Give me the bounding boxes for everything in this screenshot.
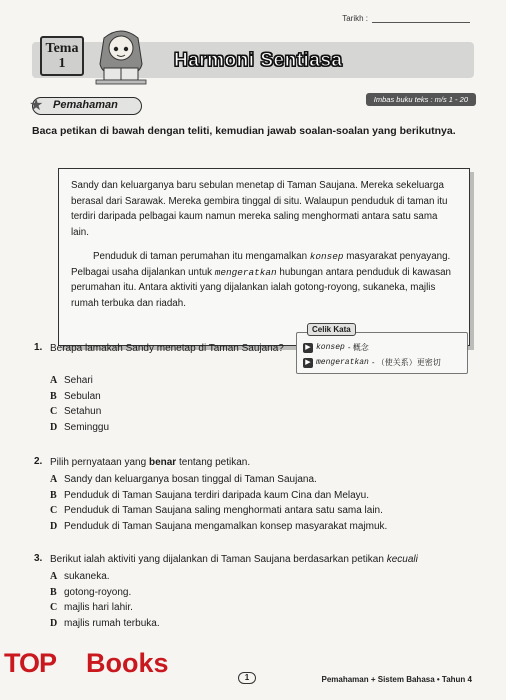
answer-option[interactable] [50, 519, 387, 535]
vocabulary-box [296, 325, 468, 374]
theme-number: 1 [58, 56, 66, 71]
option-text: Setahun [64, 406, 102, 417]
date-line [372, 15, 470, 23]
question-emphasis: kecuali [386, 554, 418, 565]
option-letter: A [50, 375, 58, 386]
arrow-icon: ▶ [303, 343, 313, 353]
arrow-icon: ▶ [303, 358, 313, 368]
answer-options [50, 569, 160, 631]
passage-keyword-konsep: konsep [309, 251, 344, 262]
date-label: Tarikh : [342, 14, 368, 23]
option-text: sukaneka. [64, 571, 110, 582]
section-tag [29, 97, 142, 115]
option-letter: D [50, 421, 58, 433]
answer-option[interactable] [50, 616, 160, 632]
option-text: Penduduk di Taman Saujana terdiri daripada kaum Cina dan Melayu. [64, 489, 370, 501]
vocabulary-box-tag: Celik Kata [307, 323, 356, 336]
textbook-reference: Imbas buku teks : m/s 1 - 20 [366, 93, 476, 106]
footer-book-info: Pemahaman + Sistem Bahasa • Tahun 4 [321, 675, 472, 684]
option-text: majlis rumah terbuka. [64, 617, 160, 629]
question-text-part-a: Pilih pernyataan yang [50, 457, 149, 468]
theme-badge [40, 36, 84, 76]
option-letter: B [50, 586, 57, 598]
section-tag-label: Pemahaman [53, 99, 118, 111]
answer-option[interactable] [50, 472, 387, 488]
option-text: majlis hari lahir. [64, 602, 133, 613]
option-letter: A [50, 571, 58, 582]
answer-option[interactable] [50, 569, 160, 585]
answer-option[interactable] [50, 503, 387, 519]
option-text: gotong-royong. [64, 586, 132, 598]
answer-option[interactable] [50, 389, 109, 405]
watermark-top-text: TOP [4, 648, 57, 678]
option-letter: C [50, 602, 58, 613]
option-text: Sandy dan keluarganya bosan tinggal di Taman Saujana. [64, 474, 317, 485]
answer-option[interactable] [50, 585, 160, 601]
watermark-books-text: Books [86, 648, 169, 678]
question-text: Berapa lamakah Sandy menetap di Taman Saujana? [50, 343, 284, 354]
option-letter: B [50, 489, 57, 501]
vocabulary-meaning: - （使关系）更密切 [371, 358, 441, 367]
reading-passage [58, 168, 470, 346]
passage-p2-part-c: hubungan antara penduduk di kawasan perumahan itu. Antara aktiviti yang dijalankan ialah gotong-royong, sukaneka, majlis rumah terbuka dan riadah. [71, 266, 451, 309]
page-number: 1 [238, 672, 256, 684]
question-text-part-a: Berikut ialah aktiviti yang dijalankan di Taman Saujana berdasarkan petikan [50, 554, 387, 565]
question-emphasis: benar [148, 457, 177, 468]
answer-option[interactable] [50, 404, 109, 420]
answer-option[interactable] [50, 420, 109, 436]
answer-option[interactable] [50, 600, 160, 616]
answer-options [50, 373, 109, 435]
option-text: Sehari [64, 375, 93, 386]
question-text [50, 456, 470, 470]
passage-p2-part-a: Penduduk di taman perumahan itu mengamalkan [93, 251, 310, 262]
option-letter: C [50, 406, 58, 417]
date-field [342, 14, 470, 23]
answer-option[interactable] [50, 488, 387, 504]
option-letter: D [50, 617, 58, 629]
option-text: Seminggu [64, 421, 110, 433]
passage-paragraph-2 [59, 249, 469, 311]
option-letter: C [50, 505, 58, 516]
page-title: Harmoni Sentiasa [174, 50, 343, 71]
passage-keyword-mengeratkan: mengeratkan [214, 266, 277, 278]
passage-p2-part-b: masyarakat penyayang. Pelbagai usaha dijalankan untuk [71, 251, 451, 278]
passage-paragraph-1: Sandy dan keluarganya baru sebulan menetap di Taman Saujana. Mereka sekeluarga berasal dari Sarawak. Mereka gembira tinggal di situ. Walaupun penduduk di taman itu terdiri daripada pelbagai kaum namun mereka saling menghormati antara satu sama lain. [71, 180, 448, 238]
girl-reading-illustration [90, 28, 152, 88]
answer-option[interactable] [50, 373, 109, 389]
topbooks-watermark-logo [0, 648, 185, 682]
option-text: Penduduk di Taman Saujana mengamalkan konsep masyarakat majmuk. [64, 520, 388, 532]
question-text-part-b: tentang petikan. [176, 457, 251, 468]
question-number: 2. [34, 456, 43, 467]
vocabulary-meaning: - 概念 [347, 343, 369, 352]
star-icon: ★ [29, 97, 44, 114]
theme-label: Tema [45, 41, 79, 56]
instruction-text: Baca petikan di bawah dengan teliti, kemudian jawab soalan-soalan yang berikutnya. [32, 125, 456, 137]
option-text: Penduduk di Taman Saujana saling menghormati antara satu sama lain. [64, 505, 383, 516]
option-text: Sebulan [64, 390, 101, 402]
vocabulary-item [303, 342, 369, 353]
vocabulary-word: konsep [316, 343, 345, 352]
answer-options [50, 472, 387, 534]
question-text [50, 553, 470, 567]
vocabulary-word: mengeratkan [316, 358, 369, 367]
option-letter: D [50, 520, 58, 532]
option-letter: B [50, 390, 57, 402]
vocabulary-item [303, 357, 441, 368]
question-number: 1. [34, 342, 43, 353]
question-number: 3. [34, 553, 43, 564]
option-letter: A [50, 474, 58, 485]
